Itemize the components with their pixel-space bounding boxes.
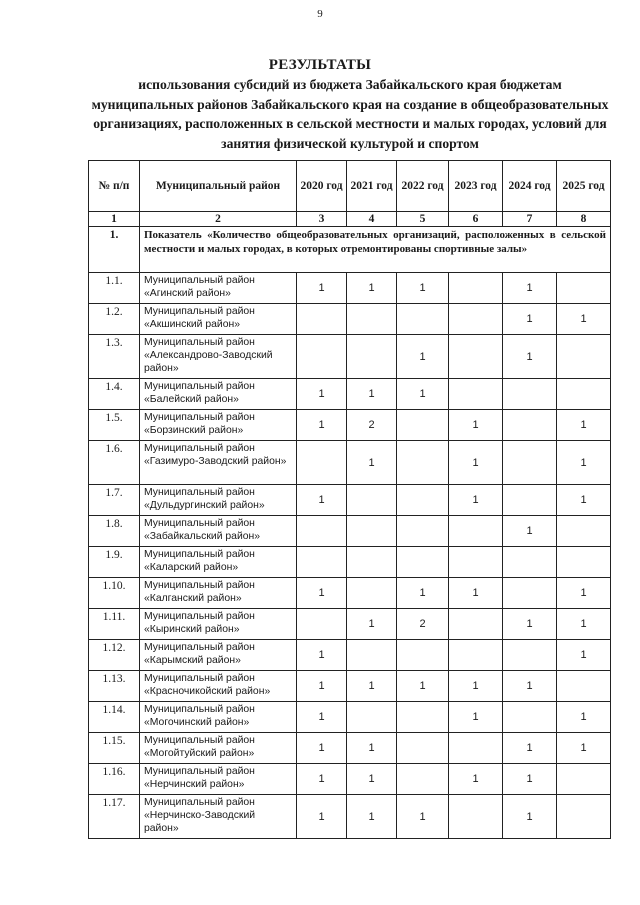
document-title: РЕЗУЛЬТАТЫ	[268, 57, 372, 73]
header-year: 2025 год	[557, 161, 611, 212]
year-value-cell: 1	[503, 764, 557, 795]
year-value-cell	[449, 304, 503, 335]
document-subtitle: использования субсидий из бюджета Забайкальского края бюджетам муниципальных районов Забайкальского края на создание в общеобразовательных организациях, расположенных в сельской местности и малых городах, условий для занятия физической культурой и спортом	[91, 77, 609, 151]
table-row	[89, 640, 611, 671]
table-row	[89, 335, 611, 379]
year-value-cell	[397, 733, 449, 764]
year-value-cell	[449, 273, 503, 304]
year-value-cell	[397, 516, 449, 547]
year-value-cell	[397, 702, 449, 733]
year-value-cell: 1	[397, 335, 449, 379]
row-number: 1.17.	[89, 795, 140, 839]
year-value-cell: 1	[503, 609, 557, 640]
year-value-cell: 1	[297, 702, 347, 733]
district-name: Муниципальный район «Акшинский район»	[140, 304, 297, 335]
year-value-cell	[347, 485, 397, 516]
year-value-cell	[449, 733, 503, 764]
year-value-cell	[503, 485, 557, 516]
district-name: Муниципальный район «Калганский район»	[140, 578, 297, 609]
district-name: Муниципальный район «Нерчинско-Заводский район»	[140, 795, 297, 839]
header-year: 2021 год	[347, 161, 397, 212]
row-number: 1.11.	[89, 609, 140, 640]
year-value-cell: 1	[449, 485, 503, 516]
year-value-cell: 2	[347, 410, 397, 441]
year-value-cell	[297, 335, 347, 379]
district-name: Муниципальный район «Дульдургинский район»	[140, 485, 297, 516]
results-table	[88, 160, 611, 839]
year-value-cell	[503, 547, 557, 578]
year-value-cell	[557, 516, 611, 547]
year-value-cell: 1	[503, 304, 557, 335]
column-index: 4	[347, 212, 397, 227]
year-value-cell	[397, 640, 449, 671]
column-index: 2	[140, 212, 297, 227]
year-value-cell	[297, 304, 347, 335]
year-value-cell: 1	[297, 764, 347, 795]
year-value-cell: 1	[297, 671, 347, 702]
year-value-cell: 1	[449, 702, 503, 733]
year-value-cell: 1	[557, 702, 611, 733]
row-number: 1.8.	[89, 516, 140, 547]
year-value-cell: 1	[347, 273, 397, 304]
district-name: Муниципальный район «Красночикойский район»	[140, 671, 297, 702]
year-value-cell: 1	[297, 733, 347, 764]
year-value-cell	[347, 640, 397, 671]
district-name: Муниципальный район «Балейский район»	[140, 379, 297, 410]
year-value-cell: 1	[297, 640, 347, 671]
header-row	[89, 161, 611, 212]
year-value-cell	[449, 516, 503, 547]
year-value-cell	[449, 609, 503, 640]
year-value-cell: 1	[557, 578, 611, 609]
district-name: Муниципальный район «Могочинский район»	[140, 702, 297, 733]
year-value-cell	[503, 640, 557, 671]
row-number: 1.7.	[89, 485, 140, 516]
header-year: 2024 год	[503, 161, 557, 212]
year-value-cell	[297, 516, 347, 547]
year-value-cell: 1	[449, 441, 503, 485]
year-value-cell: 1	[347, 441, 397, 485]
year-value-cell	[397, 304, 449, 335]
year-value-cell: 1	[449, 671, 503, 702]
year-value-cell: 1	[503, 335, 557, 379]
district-name: Муниципальный район «Могойтуйский район»	[140, 733, 297, 764]
year-value-cell	[397, 547, 449, 578]
year-value-cell: 1	[397, 273, 449, 304]
district-name: Муниципальный район «Агинский район»	[140, 273, 297, 304]
row-number: 1.10.	[89, 578, 140, 609]
year-value-cell: 1	[449, 578, 503, 609]
year-value-cell	[347, 547, 397, 578]
year-value-cell	[503, 410, 557, 441]
district-name: Муниципальный район «Забайкальский район»	[140, 516, 297, 547]
column-index: 7	[503, 212, 557, 227]
table-row	[89, 671, 611, 702]
year-value-cell	[347, 702, 397, 733]
year-value-cell	[557, 795, 611, 839]
row-number: 1.4.	[89, 379, 140, 410]
table-row	[89, 379, 611, 410]
row-number: 1.14.	[89, 702, 140, 733]
year-value-cell: 1	[347, 609, 397, 640]
district-name: Муниципальный район «Борзинский район»	[140, 410, 297, 441]
year-value-cell: 1	[397, 379, 449, 410]
year-value-cell	[557, 547, 611, 578]
table-row	[89, 795, 611, 839]
year-value-cell: 1	[347, 795, 397, 839]
row-number: 1.6.	[89, 441, 140, 485]
year-value-cell	[503, 578, 557, 609]
year-value-cell: 1	[297, 578, 347, 609]
year-value-cell: 2	[397, 609, 449, 640]
year-value-cell: 1	[557, 441, 611, 485]
year-value-cell: 1	[503, 516, 557, 547]
year-value-cell	[297, 441, 347, 485]
year-value-cell	[503, 379, 557, 410]
year-value-cell	[449, 795, 503, 839]
row-number: 1.2.	[89, 304, 140, 335]
table-row	[89, 733, 611, 764]
year-value-cell: 1	[297, 379, 347, 410]
table-row	[89, 578, 611, 609]
table-row	[89, 410, 611, 441]
year-value-cell: 1	[557, 609, 611, 640]
year-value-cell: 1	[449, 410, 503, 441]
year-value-cell: 1	[347, 671, 397, 702]
table-row	[89, 702, 611, 733]
row-number: 1.12.	[89, 640, 140, 671]
table-row	[89, 304, 611, 335]
year-value-cell	[557, 671, 611, 702]
year-value-cell: 1	[557, 304, 611, 335]
year-value-cell: 1	[557, 485, 611, 516]
year-value-cell	[397, 485, 449, 516]
row-number: 1.9.	[89, 547, 140, 578]
row-number: 1.5.	[89, 410, 140, 441]
year-value-cell: 1	[297, 795, 347, 839]
year-value-cell: 1	[397, 795, 449, 839]
year-value-cell	[397, 410, 449, 441]
year-value-cell: 1	[557, 733, 611, 764]
year-value-cell	[449, 640, 503, 671]
row-number: 1.15.	[89, 733, 140, 764]
column-index-row	[89, 212, 611, 227]
header-district: Муниципальный район	[140, 161, 297, 212]
year-value-cell: 1	[503, 671, 557, 702]
column-index: 6	[449, 212, 503, 227]
column-index: 8	[557, 212, 611, 227]
indicator-number: 1.	[89, 227, 140, 273]
indicator-row	[89, 227, 611, 273]
year-value-cell: 1	[297, 485, 347, 516]
table-row	[89, 547, 611, 578]
table-row	[89, 273, 611, 304]
row-number: 1.3.	[89, 335, 140, 379]
row-number: 1.16.	[89, 764, 140, 795]
district-name: Муниципальный район «Каларский район»	[140, 547, 297, 578]
table-row	[89, 609, 611, 640]
header-num: № п/п	[89, 161, 140, 212]
header-year: 2022 год	[397, 161, 449, 212]
header-year: 2020 год	[297, 161, 347, 212]
table-row	[89, 764, 611, 795]
district-name: Муниципальный район «Газимуро-Заводский район»	[140, 441, 297, 485]
year-value-cell: 1	[557, 640, 611, 671]
indicator-text: Показатель «Количество общеобразовательных организаций, расположенных в сельской местности и малых городах, в которых отремонтированы спортивные залы»	[140, 227, 611, 273]
year-value-cell	[503, 441, 557, 485]
district-name: Муниципальный район «Нерчинский район»	[140, 764, 297, 795]
year-value-cell: 1	[397, 578, 449, 609]
year-value-cell	[347, 578, 397, 609]
year-value-cell	[449, 547, 503, 578]
year-value-cell	[557, 379, 611, 410]
year-value-cell: 1	[503, 733, 557, 764]
year-value-cell	[297, 609, 347, 640]
column-index: 3	[297, 212, 347, 227]
year-value-cell: 1	[449, 764, 503, 795]
page-number: 9	[317, 8, 323, 20]
year-value-cell	[449, 335, 503, 379]
year-value-cell: 1	[347, 764, 397, 795]
year-value-cell	[347, 335, 397, 379]
table-row	[89, 441, 611, 485]
year-value-cell	[347, 304, 397, 335]
column-index: 1	[89, 212, 140, 227]
year-value-cell	[397, 441, 449, 485]
year-value-cell: 1	[347, 379, 397, 410]
row-number: 1.1.	[89, 273, 140, 304]
row-number: 1.13.	[89, 671, 140, 702]
year-value-cell	[347, 516, 397, 547]
year-value-cell	[397, 764, 449, 795]
year-value-cell: 1	[503, 795, 557, 839]
year-value-cell: 1	[297, 273, 347, 304]
district-name: Муниципальный район «Александрово-Заводский район»	[140, 335, 297, 379]
year-value-cell: 1	[397, 671, 449, 702]
year-value-cell	[557, 335, 611, 379]
year-value-cell	[503, 702, 557, 733]
year-value-cell: 1	[503, 273, 557, 304]
year-value-cell	[449, 379, 503, 410]
column-index: 5	[397, 212, 449, 227]
year-value-cell: 1	[347, 733, 397, 764]
table-row	[89, 516, 611, 547]
header-year: 2023 год	[449, 161, 503, 212]
year-value-cell	[557, 764, 611, 795]
year-value-cell	[557, 273, 611, 304]
year-value-cell: 1	[557, 410, 611, 441]
district-name: Муниципальный район «Карымский район»	[140, 640, 297, 671]
year-value-cell: 1	[297, 410, 347, 441]
year-value-cell	[297, 547, 347, 578]
district-name: Муниципальный район «Кыринский район»	[140, 609, 297, 640]
table-row	[89, 485, 611, 516]
